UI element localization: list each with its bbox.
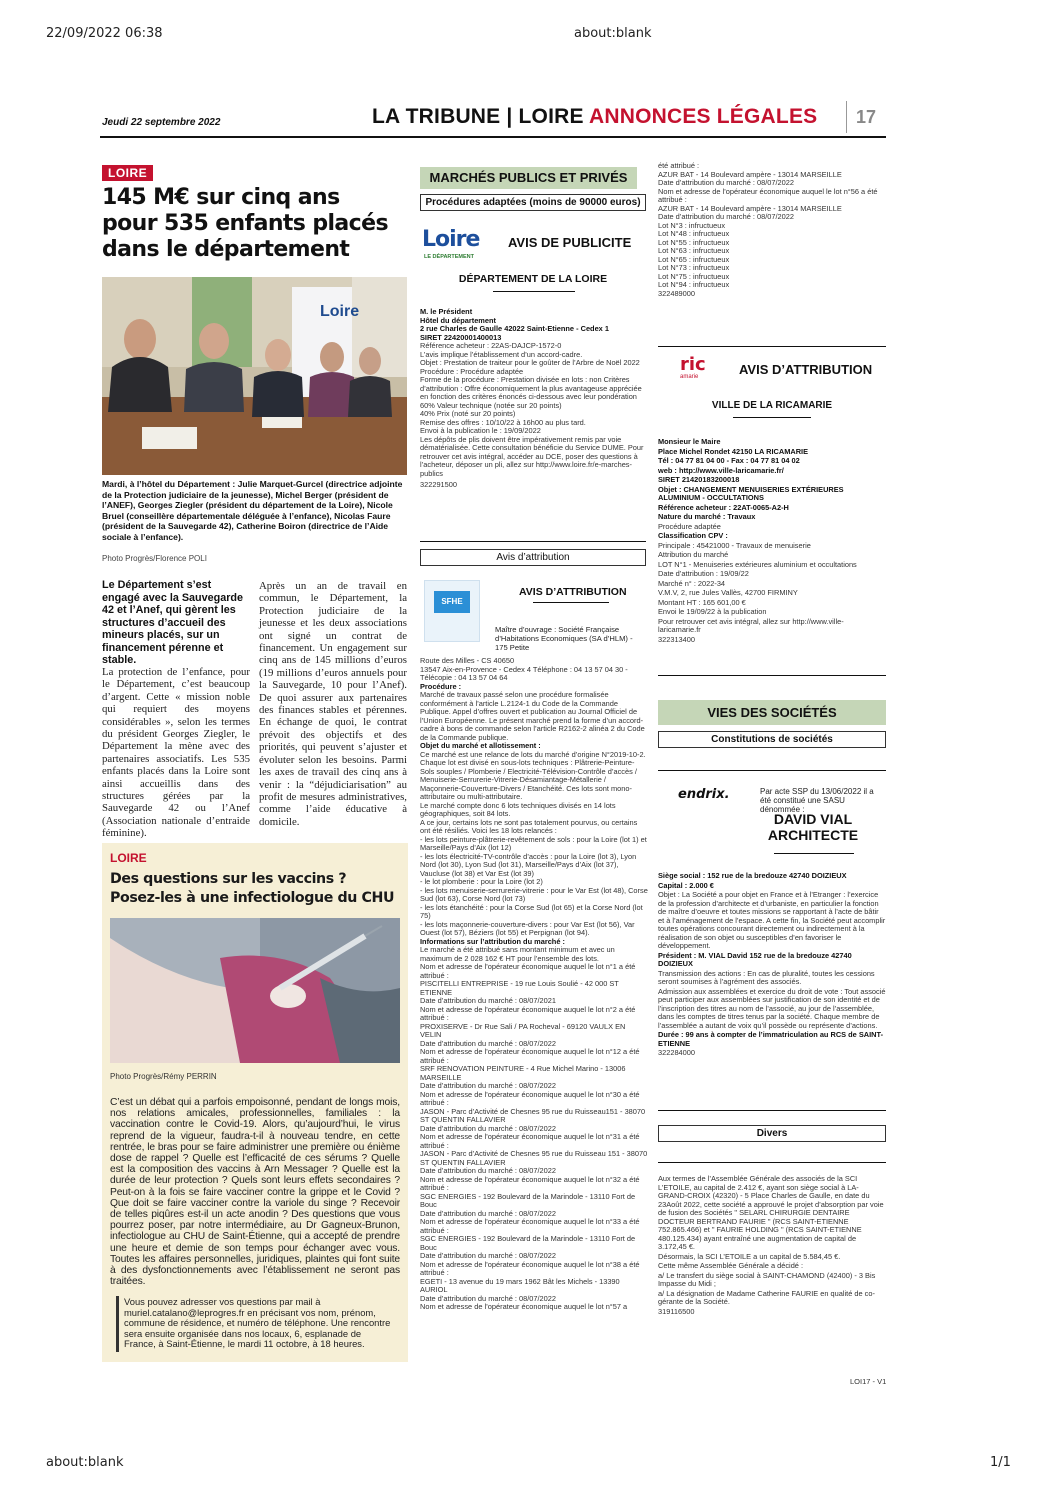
pub-line: Envoi à la publication le : 19/09/2022 bbox=[420, 426, 541, 435]
article2-headline-line2: Posez-les à une infectiologue du CHU bbox=[110, 889, 395, 906]
legal-line: - les lots étanchéité : pour la Corse Sud (lot 65) et la Corse Nord (lot 75) bbox=[420, 902, 643, 920]
legal-line: JASON - Parc d’Activité de Chesnes 95 rue du Ruisseau 151 - 38070 ST QUENTIN FALLAVIER bbox=[420, 1149, 648, 1167]
article1-kicker bbox=[102, 164, 153, 182]
legal-line: Objet du marché et allotissement : bbox=[420, 741, 541, 750]
legal-line: Nom et adresse de l’opérateur économique auquel le lot n°57 a bbox=[420, 1302, 628, 1311]
legal-line: Lot N°63 : infructueux bbox=[658, 246, 730, 255]
legal-line: PROXISERVE - Dr Rue Sali / PA Rocheval - 69120 VAULX EN VELIN bbox=[420, 1021, 626, 1039]
article1-photo bbox=[102, 277, 407, 475]
legal-line: 322313400 bbox=[658, 634, 695, 644]
article1-body-col1 bbox=[102, 666, 250, 840]
legal-line: Date d’attribution du marché : 08/07/2022 bbox=[420, 1038, 556, 1048]
legal-line: Objet : La Société a pour objet en France et à l’Etranger : l’exercice de la profession d’architecte et d’urbaniste, en particulier la fonction de maître d’oeuvre et toutes missions se rapportant à l’acte de bâtir et à l’aménagement de l’espace. A cette fin, la Société peut accomplir toutes opérations concourant directement ou indirectement à la réalisation de son objet ou susceptibles d’en favoriser le développement. bbox=[658, 890, 886, 950]
legal-line: Nom et adresse de l’opérateur économique auquel le lot n°1 a été attribué : bbox=[420, 962, 636, 980]
legal-line: Monsieur le Maire bbox=[658, 438, 721, 446]
avis-publicite-body bbox=[420, 308, 646, 534]
article1-headline-line1: 145 M€ sur cinq ans bbox=[102, 185, 340, 210]
subsection-constitutions: Constitutions de sociétés bbox=[658, 731, 886, 748]
pub-line: 40% Prix (noté sur 20 points) bbox=[420, 409, 516, 418]
company-name-line2: ARCHITECTE bbox=[767, 827, 859, 843]
ricamarie-logo bbox=[680, 356, 714, 390]
sfhe-title-rule bbox=[533, 602, 609, 603]
print-datetime: 22/09/2022 06:38 bbox=[46, 26, 163, 41]
masthead-title-red: ANNONCES LÉGALES bbox=[588, 105, 818, 128]
pub-line: Référence acheteur : 22AS-DAJCP-1572-0 bbox=[420, 341, 562, 350]
dept-loire-rule bbox=[493, 291, 575, 292]
legal-line: Date d’attribution du marché : 08/07/2022 bbox=[420, 1251, 556, 1260]
article2-headline bbox=[110, 870, 406, 907]
article1-caption: Mardi, à l’hôtel du Département : Julie Marquet-Gurcel (directrice adjointe de la Protection judiciaire de la jeunesse), Michel Berger (président de l’ANEF), Georges Ziegler (président du département de la Loire), Nicole Bruel (conseillère départementale déléguée à l’enfance), Nicolas Faure (président de la Sauvegarde 42), Catherine Boiron (directrice de l’Aide sociale à l’enfance). bbox=[102, 479, 403, 542]
legal-line: SGC ENERGIES - 192 Boulevard de la Marindole - 13110 Fort de Bouc bbox=[420, 1191, 636, 1209]
legal-line: Objet : CHANGEMENT MENUISERIES EXTÉRIEURES ALUMINIUM - OCCULTATIONS bbox=[658, 484, 844, 502]
legal-line: - les lots menuiserie-serrurerie-vitrerie : pour le Var Est (lot 48), Corse Sud (lot 63), Corse Nord (lot 73) bbox=[420, 885, 648, 903]
legal-line: Lot N°3 : infructueux bbox=[658, 220, 726, 230]
legal-line: Cette même Assemblée Générale a décidé : bbox=[658, 1261, 804, 1270]
company-name bbox=[740, 811, 886, 843]
legal-line: 322489000 bbox=[658, 288, 695, 298]
legal-line: Nom et adresse de l’opérateur économique auquel le lot n°56 a été attribué : bbox=[658, 186, 878, 204]
article1-lead: Le Département s’est engagé avec la Sauvegarde 42 et l’Anef, qui gèrent les structures d’accueil des mineurs placés, sur un financement pérenne et stable. bbox=[102, 579, 244, 666]
legal-line: SIRET 21420183200018 bbox=[658, 475, 740, 484]
pub-line: Remise des offres : 10/10/22 à 16h00 au plus tard. bbox=[420, 417, 586, 427]
ricamarie-logo-sub: amarie bbox=[680, 374, 699, 380]
legal-line: a/ La désignation de Madame Catherine FAURIE en qualité de co-gérante de la Société. bbox=[658, 1288, 875, 1306]
legal-line: Classification CPV : bbox=[658, 531, 728, 540]
legal-line: JASON - Parc d’Activité de Chesnes 95 rue du Ruisseau151 - 38070 ST QUENTIN FALLAVIER bbox=[420, 1106, 646, 1124]
article2-contact-bar bbox=[116, 1296, 119, 1352]
pub-line: Hôtel du département bbox=[420, 315, 496, 325]
legal-line: Principale : 45421000 - Travaux de menuiserie bbox=[658, 540, 811, 550]
pub-line: Procédure : Procédure adaptée bbox=[420, 366, 524, 376]
meeting-photo-illustration bbox=[102, 277, 407, 475]
article1-photo-credit: Photo Progrès/Florence POLI bbox=[102, 554, 207, 563]
sfhe-maitre-ouvrage: Maître d’ouvrage : Société Française d’Habitations Economiques (SA d’HLM) - 175 Petite bbox=[495, 625, 633, 652]
legal-line: 13547 Aix-en-Provence - Cedex 4 Téléphone : 04 13 57 04 30 - Télécopie : 04 13 57 04 64 bbox=[420, 664, 628, 682]
legal-line: Désormais, la SCI L’ETOILE a un capital de 5.584,45 €. bbox=[658, 1251, 841, 1261]
legal-line: 319116500 bbox=[658, 1306, 695, 1316]
article1-headline-line3: dans le département bbox=[102, 237, 350, 262]
sfhe-logo bbox=[424, 580, 480, 642]
legal-line: Marché n° : 2022-34 bbox=[658, 578, 726, 588]
ricamarie-ville-title: VILLE DE LA RICAMARIE bbox=[711, 400, 833, 411]
article2-photo bbox=[110, 918, 400, 1063]
masthead-title-black: LA TRIBUNE | LOIRE bbox=[372, 105, 584, 128]
article1-body-col2: Après un an de travail en commun, le Département, la Protection judiciaire de la jeunesse et les deux associations ont signé un contrat de financement. Un engagement sur cinq ans de 145 millions d’euros (19 millions d’euros annuels pour la Sauvegarde, 10 pour l’Anef). De quoi assurer aux partenaires des finances stables et pérennes. En échange de quoi, le contrat prévoit des objectifs et des priorités, qui peuvent s’ajuster et évoluter selon les besoins. Parmi les axes de travail des cinq ans à venir : la “déjudiciarisation” au profit de mesures administratives, comme l’aide éducative à domicile. bbox=[259, 580, 407, 828]
legal-line: Marché de travaux passé selon une procédure formalisée conformément à l’article L.2124-1 du Code de la Commande Publique. Appel d’offres ouvert et publication au Journal Officiel de l’Union Européenne. Le présent marché prend la forme d’un accord-cadre à bons de commande selon l’article R2162-2 alinéa 2 du Code de la Commande publique. bbox=[420, 690, 645, 742]
attribution-continued bbox=[658, 162, 886, 322]
legal-line: Route des Milles - CS 40650 bbox=[420, 657, 515, 665]
legal-line: a/ Le transfert du siège social à SAINT-CHAMOND (42400) - 3 Bis Impasse du Midi ; bbox=[658, 1270, 876, 1288]
legal-line: Nom et adresse de l’opérateur économique auquel le lot n°12 a été attribué : bbox=[420, 1047, 640, 1065]
pub-line: Forme de la procédure : Prestation divisée en lots : non Critères d’attribution : Offre économiquement la plus avantageuse appréciée en fonction des critères énoncés ci-dessous avec leur pondération bbox=[420, 375, 642, 401]
page-number: 17 bbox=[856, 107, 877, 127]
legal-line: Lot N°94 : infructueux bbox=[658, 280, 730, 289]
legal-line: Nom et adresse de l’opérateur économique auquel le lot n°38 a été attribué : bbox=[420, 1259, 640, 1277]
legal-line: Transmission des actions : En cas de pluralité, toutes les cessions seront soumises à l’agrément des associés. bbox=[658, 968, 875, 986]
legal-line: Date d’attribution du marché : 08/07/2022 bbox=[658, 178, 794, 187]
right-divider-5 bbox=[658, 1162, 886, 1163]
legal-line: Date d’attribution du marché : 08/07/2022 bbox=[420, 1166, 556, 1175]
legal-line: Référence acheteur : 22AT-0065-A2-H bbox=[658, 502, 789, 512]
legal-line: LOT N°1 - Menuiseries extérieures aluminium et occultations bbox=[658, 559, 857, 569]
legal-line: Aux termes de l’Assemblée Générale des associés de la SCI L’ETOILE, au capital de 2.412 €, ayant son siège social à LA-GRAND-CROIX (42320) - 5 Place Charles de Gaulle, en date du 23Août 2022, cette société a approuvé le projet d’absorption par voie de fusion des Sociétés " SELARL CHIRURGIE DENTAIRE DOCTEUR BERTRAND FAURIE " (RCS SAINT-ETIENNE 752.865.466) et " FAURIE HOLDING " (RCS SAINT-ETIENNE 480.125.434) ayant entraîné une augmentation de capital de 3.172,45 €. bbox=[658, 1175, 884, 1251]
legal-line: Capital : 2.000 € bbox=[658, 880, 714, 890]
ricamarie-title-rule bbox=[733, 417, 811, 418]
sasu-intro: Par acte SSP du 13/06/2022 il a été constitué une SASU dénommée : bbox=[760, 787, 874, 814]
legal-line: Durée : 99 ans à compter de l’immatriculation au RCS de SAINT-ETIENNE bbox=[658, 1030, 884, 1048]
legal-line: Siège social : 152 rue de la bredouze 42740 DOIZIEUX bbox=[658, 872, 847, 880]
legal-line: Nom et adresse de l’opérateur économique auquel le lot n°32 a été attribué : bbox=[420, 1174, 640, 1192]
sfhe-avis-attribution-title: AVIS D’ATTRIBUTION bbox=[519, 586, 627, 598]
legal-line: AZUR BAT - 14 Boulevard ampère - 13014 MARSEILLE bbox=[658, 203, 842, 213]
subsection-procedures-adaptees: Procédures adaptées (moins de 90000 euros) bbox=[420, 194, 646, 211]
legal-line: Ce marché est une relance de lots du marché d’origine N°2019-10-2. bbox=[420, 749, 646, 759]
article2-photo-credit: Photo Progrès/Rémy PERRIN bbox=[110, 1072, 217, 1081]
sfhe-logo-mark: SFHE bbox=[434, 591, 470, 613]
print-url-top: about:blank bbox=[574, 26, 652, 41]
legal-line: Date d’attribution du marché : 08/07/2022 bbox=[658, 212, 794, 221]
company-body bbox=[658, 872, 886, 1104]
legal-line: Informations sur l’attribution du marché : bbox=[420, 936, 565, 946]
ricamarie-body bbox=[658, 438, 886, 664]
divers-body bbox=[658, 1175, 886, 1365]
endrix-logo: endrix. bbox=[678, 787, 730, 802]
legal-line: V.M.V, 2, rue Jules Vallès, 42700 FIRMINY bbox=[658, 588, 798, 597]
legal-line: Place Michel Rondet 42150 LA RICAMARIE bbox=[658, 446, 809, 456]
section-vies-societes: VIES DES SOCIÉTÉS bbox=[658, 700, 886, 725]
legal-line: web : http://www.ville-laricamarie.fr/ bbox=[658, 465, 784, 475]
legal-line: Procédure adaptée bbox=[658, 521, 721, 531]
legal-line: - les lots peinture-plâtrerie-revêtement de sols : pour la Loire (lot 1) et Marseille/Pays d’Aix (lot 12) bbox=[420, 834, 647, 852]
pub-reference: 322291500 bbox=[420, 480, 457, 489]
sfhe-attribution-body bbox=[420, 657, 648, 1367]
legal-line: - les lots maçonnerie-couverture-divers : pour Var Est (lot 56), Var Ouest (lot 57), Béziers (lot 55) et Perpignan (lot 94). bbox=[420, 919, 635, 937]
legal-line: Lot N°55 : infructueux bbox=[658, 237, 730, 247]
avis-attribution-box: Avis d’attribution bbox=[420, 549, 646, 566]
dept-loire-title: DÉPARTEMENT DE LA LOIRE bbox=[458, 273, 608, 285]
legal-line: Lot N°65 : infructueux bbox=[658, 254, 730, 264]
legal-line: Lot N°73 : infructueux bbox=[658, 263, 730, 272]
mid-divider-1 bbox=[420, 541, 646, 542]
legal-line: AZUR BAT - 14 Boulevard ampère - 13014 MARSEILLE bbox=[658, 169, 842, 179]
section-marches-publics: MARCHÉS PUBLICS ET PRIVÉS bbox=[420, 167, 637, 189]
legal-line: Attribution du marché bbox=[658, 550, 729, 559]
issue-date: Jeudi 22 septembre 2022 bbox=[102, 117, 221, 128]
article2-headline-line1: Des questions sur les vaccins ? bbox=[110, 871, 347, 887]
pub-line: M. le Président bbox=[420, 308, 473, 316]
masthead-divider bbox=[846, 101, 847, 133]
legal-line: Date d’attribution du marché : 08/07/2022 bbox=[420, 1081, 556, 1090]
right-divider-3 bbox=[658, 770, 886, 771]
article2-contact: Vous pouvez adresser vos questions par mail à muriel.catalano@leprogres.fr en précisant vos nom, prénom, commune de résidence, et numéro de téléphone. Une rencontre sera ensuite organisée dans nos locaux, 6, esplanade de France, à Saint-Étienne, le mardi 11 octobre, à 18 heures. bbox=[124, 1296, 391, 1350]
right-divider-4 bbox=[658, 1110, 886, 1111]
legal-line: PISCITELLI ENTREPRISE - 19 rue Louis Soulié - 42 000 ST ETIENNE bbox=[420, 979, 619, 997]
legal-line: - les lots électricité-TV-contrôle d’accès : pour la Loire (lot 3), Lyon Nord (lot 30), Lyon Sud (lot 31), Marseille/Pays d’Aix (lot 37), Vaucluse (lot 38) et Var Est (lot 39) bbox=[420, 851, 637, 878]
loire-logo-sub: LE DÉPARTEMENT bbox=[424, 254, 475, 260]
subsection-divers: Divers bbox=[658, 1125, 886, 1142]
company-rule bbox=[774, 853, 854, 854]
legal-line: Procédure : bbox=[420, 681, 462, 691]
legal-line: SGC ENERGIES - 192 Boulevard de la Marindole - 13110 Fort de Bouc bbox=[420, 1234, 636, 1252]
ricamarie-avis-attribution-title: AVIS D’ATTRIBUTION bbox=[739, 362, 873, 377]
legal-line: Nom et adresse de l’opérateur économique auquel le lot n°2 a été attribué : bbox=[420, 1004, 636, 1022]
masthead-title bbox=[372, 105, 817, 129]
legal-line: 322284000 bbox=[658, 1048, 695, 1057]
right-divider-1 bbox=[658, 346, 886, 347]
masthead-rule bbox=[100, 136, 886, 138]
legal-line: EGETI - 13 avenue du 19 mars 1962 Bât les Michels - 13390 AURIOL bbox=[420, 1276, 620, 1294]
pub-line: Objet : Prestation de traiteur pour le goûter de l’Arbre de Noël 2022 bbox=[420, 358, 640, 367]
right-divider-2 bbox=[658, 675, 886, 676]
legal-line: Lot N°48 : infructueux bbox=[658, 229, 730, 238]
article1-photo-logo: Loire bbox=[320, 303, 360, 320]
legal-line: Envoi le 19/09/22 à la publication bbox=[658, 607, 767, 616]
legal-line: A ce jour, certains lots ne sont pas totalement pourvus, ou certains ont été résiliés. Voici les 18 lots relancés : bbox=[420, 817, 638, 835]
legal-line: - le lot plomberie : pour la Loire (lot 2) bbox=[420, 877, 543, 886]
legal-line: Nom et adresse de l’opérateur économique auquel le lot n°33 a été attribué : bbox=[420, 1217, 640, 1235]
loire-logo: Loire bbox=[422, 227, 480, 252]
article1-kicker-label: LOIRE bbox=[102, 165, 153, 181]
pub-line: L’avis implique l’établissement d’un accord-cadre. bbox=[420, 349, 583, 359]
avis-publicite-title: AVIS DE PUBLICITE bbox=[508, 235, 632, 250]
footer-code: LOI17 - V1 bbox=[850, 1377, 887, 1386]
legal-line: Pour retrouver cet avis intégral, allez sur http://www.ville-laricamarie.fr bbox=[658, 616, 844, 634]
article1-body-col1-text: La protection de l’enfance, pour le Département, c’est beaucoup d’argent. Cette « mission noble qui requiert des moyens considérables », selon les termes du président Georges Ziegler, le Département la mène avec des partenaires associatifs. Les 535 enfants placés dans la Loire sont ainsi accueillis dans des structures gérées par la Sauvegarde 42 ou l’Anef (Association nationale d’entraide féminine). bbox=[102, 666, 250, 840]
legal-line: Date d’attribution : 19/09/22 bbox=[658, 569, 749, 578]
legal-line: Date d’attribution du marché : 08/07/2022 bbox=[420, 1293, 556, 1303]
vaccine-photo-illustration bbox=[110, 918, 400, 1063]
article2-body: C’est un débat qui a parfois empoisonné, pendant de longs mois, nos relations amicales, professionnelles, familiales : la vaccination contre le Covid-19. Alors, qu’aujourd’hui, le virus reprend de la vigueur, faudra-t-il à nouveau tendre, en cette rentrée, le bras pour se faire administrer une première ou énième dose de rappel ? Quelle est l’efficacité de ces sérums ? Quelle est la composition des vaccins à Arn Messager ? Quelle est la durée de leur protection ? Quels sont leurs effets secondaires ? Peut-on à la fois se faire vacciner contre la grippe et le Covid ? Que doit se faire vacciner contre la variole du singe ? Recevoir de telles piqûres est-il un acte anodin ? Des questions que vous pourrez poser, par notre intermédiaire, au Dr Gagneux-Brunon, infectiologue au CHU de Saint-Étienne, qui a accepté de prendre une heure et demie de son temps pour échanger avec vous. Toutes les affaires personnelles, juridiques, plaintes qui font suite à des dysfonctionnements avec l’établissement ne seront pas traitées. bbox=[110, 1097, 400, 1288]
legal-line: Tél : 04 77 81 04 00 - Fax : 04 77 81 04 02 bbox=[658, 456, 800, 465]
article2-kicker: LOIRE bbox=[110, 851, 147, 865]
legal-line: Le marché a été attribué sans montant minimum et avec un maximum de 2 028 162 € HT pour l’ensemble des lots. bbox=[420, 945, 615, 963]
print-page-count: 1/1 bbox=[990, 1455, 1011, 1470]
article1-headline-line2: pour 535 enfants placés bbox=[102, 211, 388, 236]
legal-line: Montant HT : 165 601,00 € bbox=[658, 597, 746, 607]
legal-line: Date d’attribution du marché : 08/07/2022 bbox=[420, 1123, 556, 1133]
legal-line: Nom et adresse de l’opérateur économique auquel le lot n°30 a été attribué : bbox=[420, 1089, 640, 1107]
pub-line: 60% Valeur technique (notée sur 20 points) bbox=[420, 400, 562, 410]
legal-line: Nom et adresse de l’opérateur économique auquel le lot n°31 a été attribué : bbox=[420, 1132, 640, 1150]
ricamarie-logo-mark: ric bbox=[680, 354, 706, 375]
article1-headline bbox=[102, 185, 402, 263]
legal-line: Président : M. VIAL David 152 rue de la bredouze 42740 DOIZIEUX bbox=[658, 950, 852, 968]
print-url-bottom: about:blank bbox=[46, 1455, 124, 1470]
pub-line: SIRET 22420001400013 bbox=[420, 332, 502, 342]
pub-line: Les dépôts de plis doivent être impérativement remis par voie dématérialisée. Cette consultation bénéficie du Service DUME. Pour retrouver cet avis intégral, accéder au DCE, poser des questions à l’acheteur, déposer un pli, allez sur http://www.loire.fr/e-marches-publics bbox=[420, 434, 644, 478]
legal-line: Date d’attribution du marché : 08/07/2022 bbox=[420, 1208, 556, 1218]
legal-line: SRF RENOVATION PEINTURE - 4 Rue Michel Marino - 13006 MARSEILLE bbox=[420, 1064, 626, 1082]
legal-line: Date d’attribution du marché : 08/07/2021 bbox=[420, 996, 556, 1005]
legal-line: Lot N°75 : infructueux bbox=[658, 271, 730, 281]
legal-line: été attribué : bbox=[658, 162, 700, 170]
company-name-line1: DAVID VIAL bbox=[773, 811, 853, 827]
legal-line: Chaque lot est divisé en sous-lots techniques : Plâtrerie-Peinture-Sols souples / Plomberie / Electricité-Télévision-Contrôle d’accès / Menuiserie-Serrurerie-Vitrerie-Désamiantage-Métallerie / Maçonnerie-Couverture-Divers / Etanchéité. Ces lots sont mono-attributaire ou multi-attributaire. bbox=[420, 758, 637, 801]
legal-line: Admission aux assemblées et exercice du droit de vote : Tout associé peut participer aux assemblées sur justification de son identité et de l’inscription des titres au nom de l’associé, au jour de l’assemblée, dans les comptes de titres tenus par la société. Chaque membre de l’assemblée a autant de voix qu’il possède ou représente d’actions. bbox=[658, 986, 886, 1030]
legal-line: Le marché compte donc 6 lots techniques divisés en 14 lots géographiques, soit 84 lots. bbox=[420, 800, 616, 818]
pub-line: 2 rue Charles de Gaulle 42022 Saint-Etienne - Cedex 1 bbox=[420, 324, 609, 333]
legal-line: Nature du marché : Travaux bbox=[658, 512, 756, 521]
